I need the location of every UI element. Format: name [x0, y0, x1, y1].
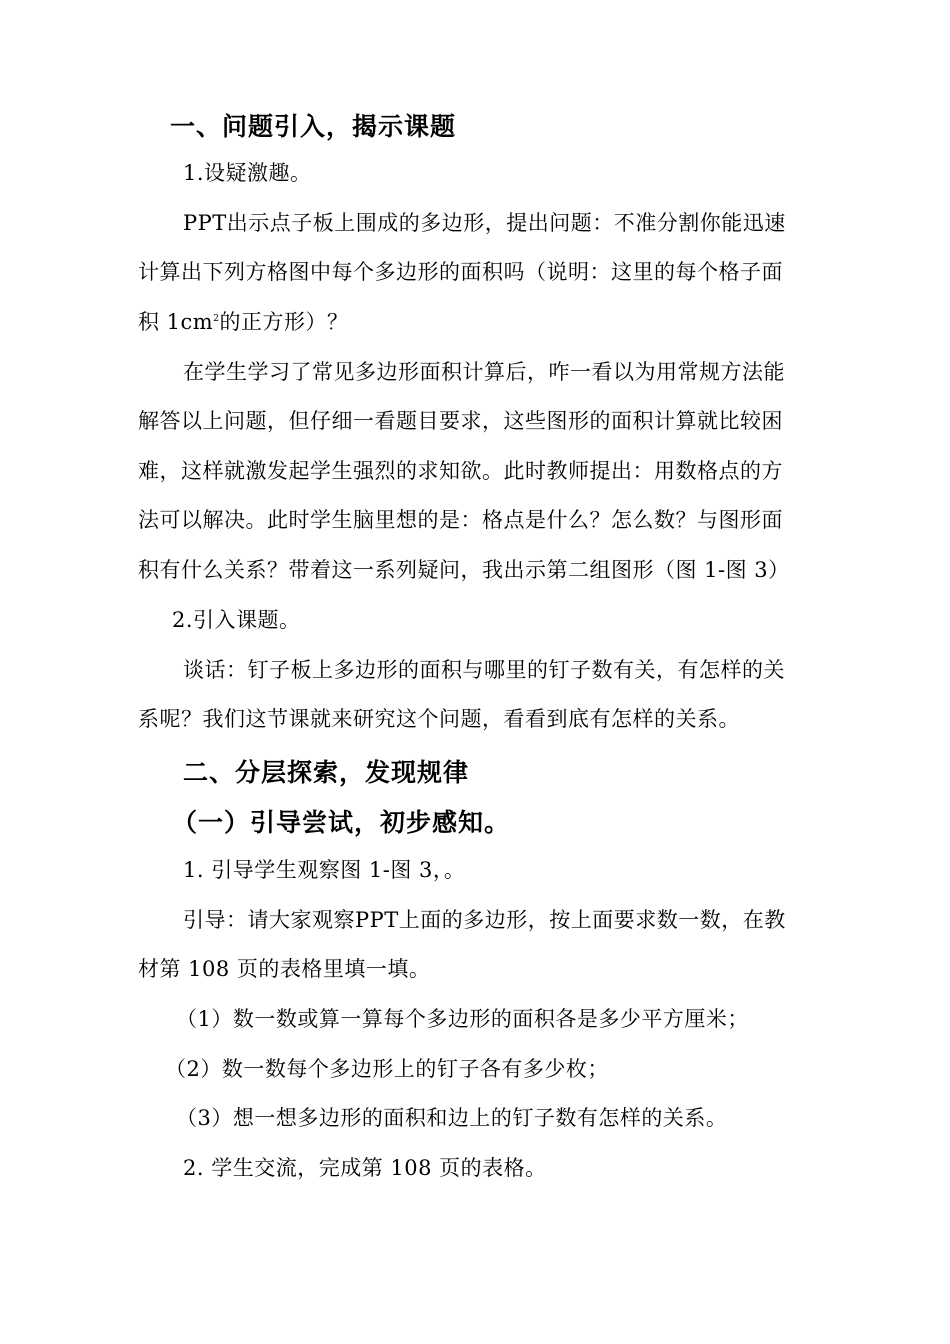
section1-para2-line2: 解答以上问题，但仔细一看题目要求，这些图形的面积计算就比较困: [138, 409, 783, 433]
section1-para2-line1: 在学生学习了常见多边形面积计算后，咋一看以为用常规方法能: [183, 360, 785, 384]
section1-para1-line3-pre: 积 1cm: [138, 310, 214, 334]
section1-heading: 一、问题引入，揭示课题: [170, 112, 457, 141]
section2-para1-line2: 材第 108 页的表格里填一填。: [138, 957, 431, 981]
section2-sub2: （2）数一数每个多边形上的钉子各有多少枚；: [165, 1057, 609, 1081]
section1-item1: 1.设疑激趣。: [183, 161, 312, 185]
section1-para1-line1: PPT出示点子板上围成的多边形，提出问题：不准分割你能迅速: [183, 211, 786, 235]
section1-para2-line5: 积有什么关系？带着这一系列疑问，我出示第二组图形（图 1-图 3）: [138, 558, 790, 582]
section1-para1-line2: 计算出下列方格图中每个多边形的面积吗（说明：这里的每个格子面: [138, 260, 783, 284]
superscript-2: 2: [213, 314, 220, 324]
section2-sub3: （3）想一想多边形的面积和边上的钉子数有怎样的关系。: [176, 1106, 728, 1130]
section1-para1-line3-post: 的正方形）？: [219, 310, 349, 334]
section1-para1-line3: [138, 307, 348, 337]
section2-item1: 1. 引导学生观察图 1-图 3，。: [183, 858, 466, 882]
section1-para2-line3: 难，这样就激发起学生强烈的求知欲。此时教师提出：用数格点的方: [138, 459, 783, 483]
section2-sub1: （1）数一数或算一算每个多边形的面积各是多少平方厘米；: [176, 1007, 749, 1031]
section1-item2: 2.引入课题。: [172, 608, 301, 632]
section1-para3-line2: 系呢？我们这节课就来研究这个问题，看看到底有怎样的关系。: [138, 707, 740, 731]
section2-subheading: （一）引导尝试，初步感知。: [172, 808, 511, 837]
section2-item2: 2. 学生交流，完成第 108 页的表格。: [183, 1156, 547, 1180]
section1-para3-line1: 谈话：钉子板上多边形的面积与哪里的钉子数有关，有怎样的关: [183, 658, 785, 682]
section2-heading: 二、分层探索，发现规律: [183, 758, 470, 787]
section2-para1-line1: 引导：请大家观察PPT上面的多边形，按上面要求数一数，在教: [183, 908, 786, 932]
section1-para2-line4: 法可以解决。此时学生脑里想的是：格点是什么？怎么数？与图形面: [138, 508, 783, 532]
